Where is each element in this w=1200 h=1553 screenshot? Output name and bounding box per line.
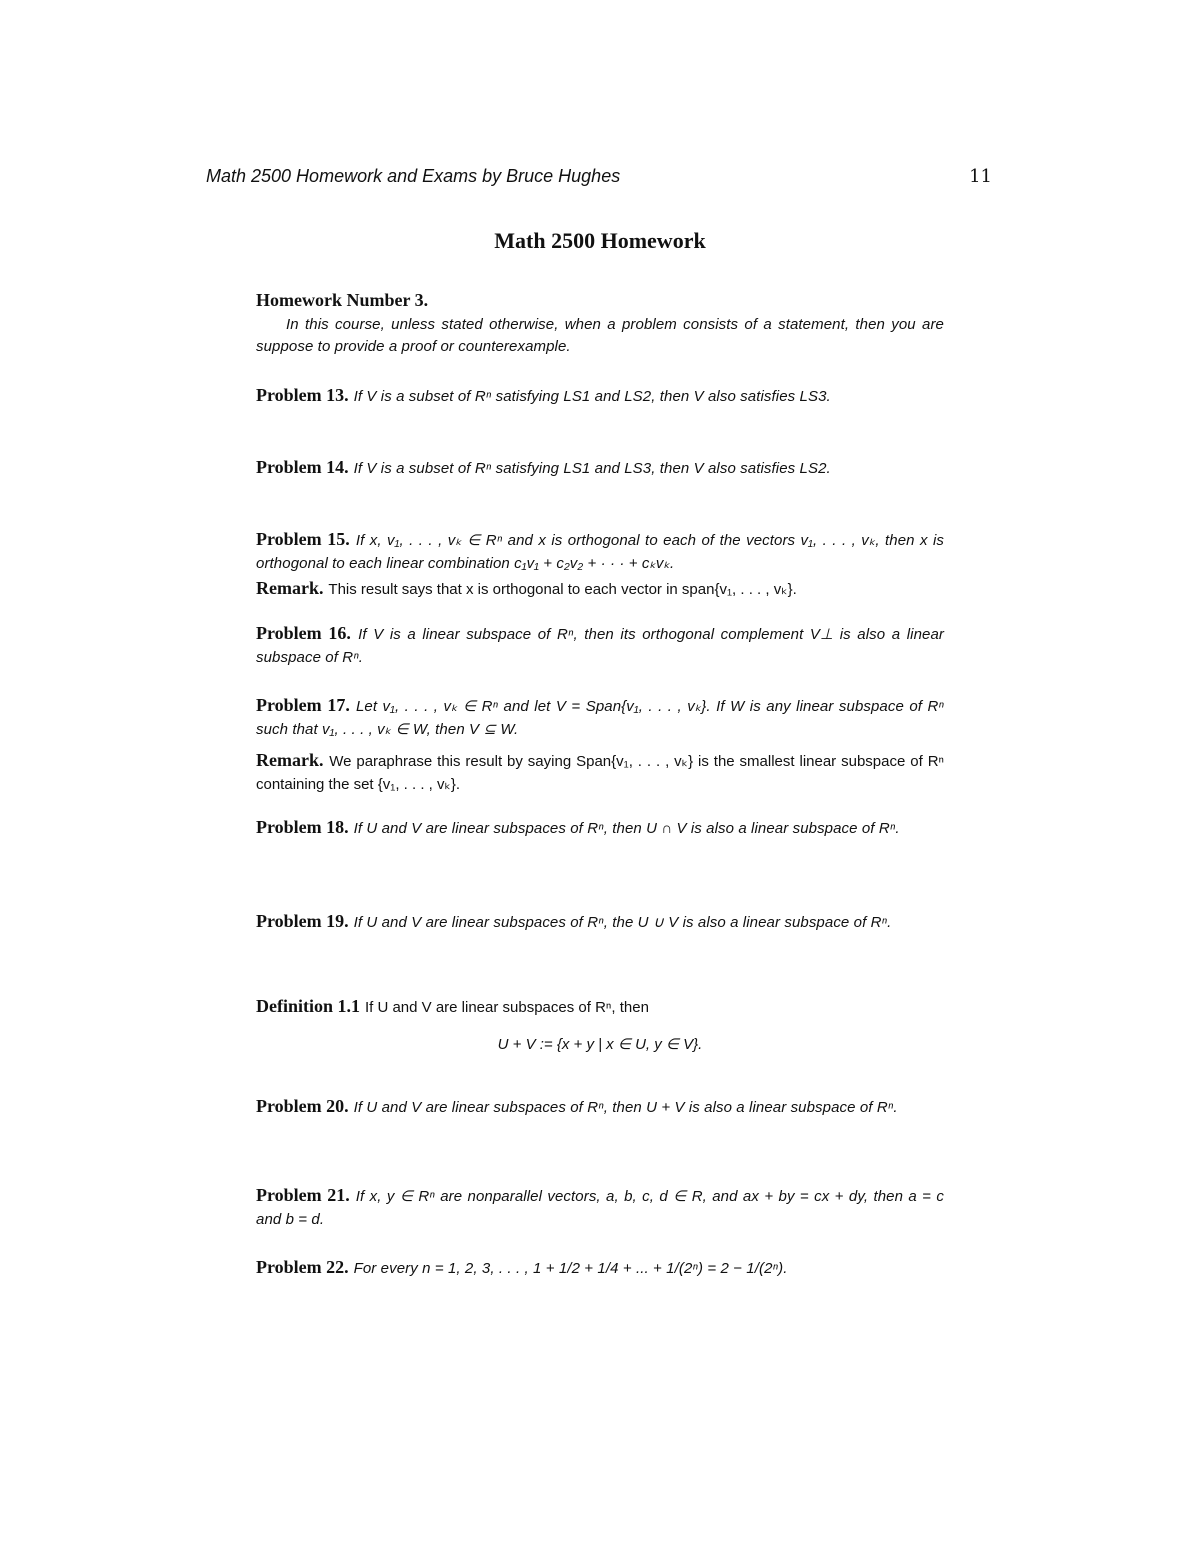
problem-statement: If V is a subset of Rⁿ satisfying LS1 and LS2, then V also satisfies LS3. bbox=[353, 388, 831, 405]
running-title: Math 2500 Homework and Exams by Bruce Hughes bbox=[206, 166, 621, 186]
problem-label: Problem 19. bbox=[256, 911, 349, 931]
problem-16 bbox=[256, 622, 944, 669]
problem-label: Problem 21. bbox=[256, 1185, 350, 1205]
definition-label: Definition 1.1 bbox=[256, 996, 361, 1016]
problem-label: Problem 18. bbox=[256, 817, 349, 837]
problem-22 bbox=[256, 1256, 944, 1280]
problem-20 bbox=[256, 1095, 944, 1119]
homework-heading: Homework Number 3. bbox=[256, 290, 429, 310]
problem-17 bbox=[256, 694, 944, 741]
remark-15 bbox=[256, 577, 944, 601]
problem-statement: If U and V are linear subspaces of Rⁿ, then U ∩ V is also a linear subspace of Rⁿ. bbox=[353, 820, 900, 837]
remark-text: This result says that x is orthogonal to each vector in span{v₁, . . . , vₖ}. bbox=[328, 581, 797, 598]
problem-label: Problem 14. bbox=[256, 457, 349, 477]
homework-intro: In this course, unless stated otherwise, when a problem consists of a statement, then you are suppose to provide a proof or counterexample. bbox=[256, 316, 944, 355]
page-number: 11 bbox=[969, 166, 992, 187]
problem-statement: If U and V are linear subspaces of Rⁿ, then U + V is also a linear subspace of Rⁿ. bbox=[353, 1099, 898, 1116]
definition-display-equation: U + V := {x + y | x ∈ U, y ∈ V}. bbox=[497, 1036, 703, 1053]
problem-label: Problem 16. bbox=[256, 623, 351, 643]
problem-15 bbox=[256, 528, 944, 575]
problem-18 bbox=[256, 816, 944, 840]
definition-1-1 bbox=[256, 995, 944, 1019]
problem-statement: If U and V are linear subspaces of Rⁿ, the U ∪ V is also a linear subspace of Rⁿ. bbox=[353, 914, 892, 931]
remark-text: We paraphrase this result by saying Span{v₁, . . . , vₖ} is the smallest linear subspace of Rⁿ containing the set {v₁, . . . , vₖ}. bbox=[256, 753, 944, 793]
problem-label: Problem 20. bbox=[256, 1096, 349, 1116]
problem-13 bbox=[256, 384, 944, 408]
page-title: Math 2500 Homework bbox=[494, 228, 706, 253]
problem-label: Problem 15. bbox=[256, 529, 350, 549]
remark-label: Remark. bbox=[256, 578, 324, 598]
problem-statement: For every n = 1, 2, 3, . . . , 1 + 1/2 + 1/4 + ... + 1/(2ⁿ) = 2 − 1/(2ⁿ). bbox=[353, 1260, 788, 1277]
problem-statement: If x, y ∈ Rⁿ are nonparallel vectors, a, b, c, d ∈ R, and ax + by = cx + dy, then a = c and b = d. bbox=[256, 1188, 944, 1228]
problem-14 bbox=[256, 456, 944, 480]
remark-label: Remark. bbox=[256, 750, 324, 770]
problem-statement: Let v₁, . . . , vₖ ∈ Rⁿ and let V = Span{v₁, . . . , vₖ}. If W is any linear subspace of Rⁿ such that v₁, . . . , vₖ ∈ W, then V ⊆ W. bbox=[256, 698, 944, 738]
problem-label: Problem 17. bbox=[256, 695, 350, 715]
problem-19 bbox=[256, 910, 944, 934]
problem-21 bbox=[256, 1184, 944, 1231]
remark-17 bbox=[256, 749, 944, 796]
definition-text: If U and V are linear subspaces of Rⁿ, then bbox=[364, 999, 649, 1016]
problem-label: Problem 22. bbox=[256, 1257, 349, 1277]
problem-statement: If V is a linear subspace of Rⁿ, then its orthogonal complement V⊥ is also a linear subspace of Rⁿ. bbox=[256, 626, 944, 666]
homework-section bbox=[256, 289, 944, 358]
problem-label: Problem 13. bbox=[256, 385, 349, 405]
problem-statement: If V is a subset of Rⁿ satisfying LS1 and LS3, then V also satisfies LS2. bbox=[353, 460, 831, 477]
problem-statement: If x, v₁, . . . , vₖ ∈ Rⁿ and x is orthogonal to each of the vectors v₁, . . . , vₖ, then x is orthogonal to each linear combination c₁v₁ + c₂v₂ + · · · + cₖvₖ. bbox=[256, 532, 944, 572]
